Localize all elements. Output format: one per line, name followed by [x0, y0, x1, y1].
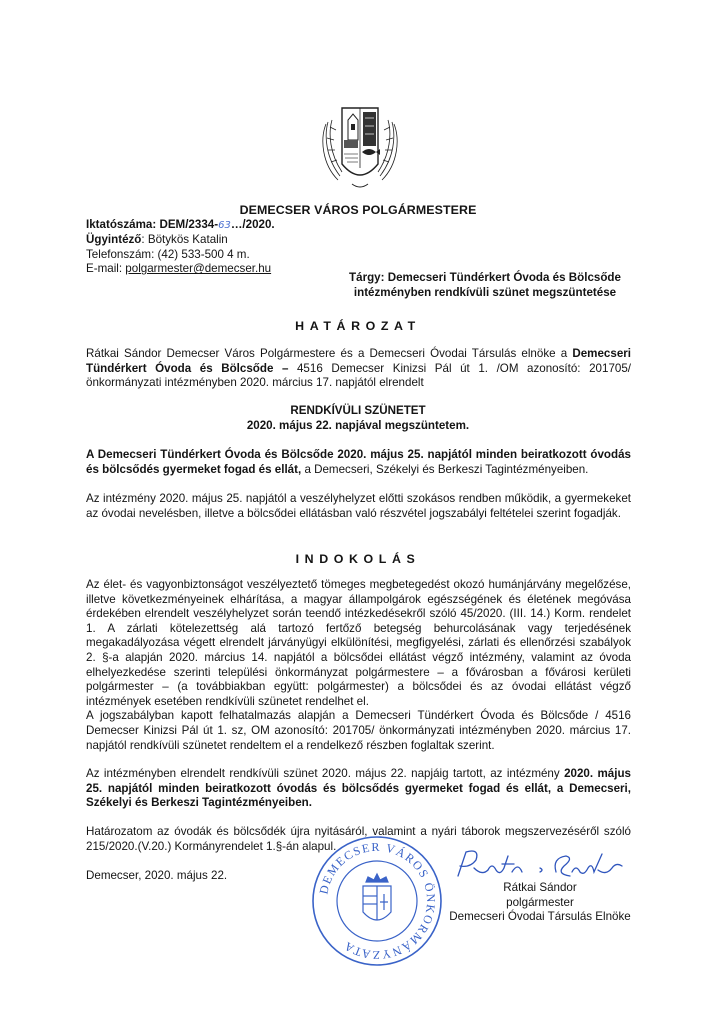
handwritten-signature — [452, 846, 632, 886]
registration-number: Iktatószáma: DEM/2334-63…/2020. — [86, 218, 275, 231]
signature-block — [440, 881, 640, 925]
subject-line-2: intézményben rendkívüli szünet megszüntetése — [353, 285, 617, 299]
reasoning-paragraph-2: A jogszabályban kapott felhatalmazás alapján a Demecseri Tündérkert Óvoda és Bölcsőde / 4516 Demecser Kinizsi Pál út 1. sz, OM azonosító: 201705/ önkormányzati intézményben 2020. március 17. napjától rendkívüli szünetet rendeltem el a rendelkező részben foglaltak szerint. — [86, 709, 631, 752]
case-officer: Ügyintéző: Bötykös Katalin — [86, 232, 228, 246]
coat-of-arms-icon — [318, 94, 402, 196]
stamp-text: DEMECSER VÁROS ÖNKORMÁNYZATA — [316, 839, 439, 963]
official-stamp — [308, 832, 446, 970]
document-meta — [86, 218, 446, 277]
email-link[interactable]: polgarmester@demecser.hu — [125, 262, 272, 276]
legal-basis-paragraph: Határozatom az óvodák és bölcsődék újra nyitásáról, valamint a nyári táborok megszervezéséről szóló 215/2020.(V.20.) Kormányrendelet 1.§-án alapul. — [86, 825, 631, 853]
reasoning-paragraph-1: Az élet- és vagyonbiztonságot veszélyeztető tömeges megbetegedést okozó humánjárvány megelőzése, illetve következményeinek elhárítása, a magyar állampolgárok egészségének és életének megóvása érdekében elrendelt veszélyhelyzet során teendő intézkedésekről szóló 45/2020. (III. 14.) Korm. rendelet 1. A zárlati kötelezettség alá tartozó fertőző betegség behurcolásának vagy terjedésének megakadályozása végett elrendelt járványügyi elkülönítési, megfigyelési, zárlati és ellenőrzési szabályok 2. §-a alapján 2020. március 14. napjától a bölcsődei ellátást végző intézmény, valamint az óvoda elhelyezkedése szerinti települési önkormányzat polgármestere – a fővárosban a fővárosi kerületi polgármester – (a továbbiakban együtt: polgármester) a bölcsődei és az óvodai ellátást végző intézmények esetében rendkívüli szünetet rendelhet el. A jogszabályban kapott felhatalmazás alapján a Demecseri Tündérkert Óvoda és Bölcsőde / 4516 Demecser Kinizsi Pál út 1. sz, OM azonosító: 201705/ önkormányzati intézményben 2020. március 17. napjától rendkívüli szünetet rendeltem el a rendelkező részben foglaltak szerint. — [86, 578, 631, 752]
decision-intro: Rátkai Sándor Demecser Város Polgármestere és a Demecseri Óvodai Társulás elnöke a Demecseri Tündérkert Óvoda és Bölcsőde – 4516 Demecser Kinizsi Pál út 1. /OM azonosító: 201705/ önkormányzati intézményben 2020. március 17. napjától elrendelt — [86, 347, 632, 390]
signer-organization: Demecseri Óvodai Társulás Elnöke — [449, 910, 631, 924]
phone-number: Telefonszám: (42) 533-500 4 m. — [86, 247, 250, 261]
signer-name: Rátkai Sándor — [503, 881, 577, 894]
break-title: RENDKÍVÜLI SZÜNETET 2020. május 22. napjával megszüntetem. — [246, 404, 470, 432]
email-line: E-mail: polgarmester@demecser.hu — [86, 262, 272, 276]
signer-title: polgármester — [506, 895, 574, 909]
reopen-paragraph: A Demecseri Tündérkert Óvoda és Bölcsőde 2020. május 25. napjától minden beiratkozott óvodás és bölcsődés gyermeket fogad és ellát, a Demecseri, Székelyi és Berkeszi Tagintézményeiben. — [86, 448, 631, 476]
decision-heading: HATÁROZAT — [295, 319, 421, 333]
reasoning-paragraph-3: Az intézményben elrendelt rendkívüli szünet 2020. május 22. napjáig tartott, az intézmény 2020. május 25. napjától minden beiratkozott óvodás és bölcsődés gyermeket fogad és ellát, a Demecseri, Székelyi és Berkeszi Tagintézményeiben. — [86, 767, 631, 810]
subject-block — [340, 271, 630, 300]
handwritten-number: 63 — [218, 220, 231, 231]
issue-date: Demecser, 2020. május 22. — [86, 869, 228, 882]
stamp-crest-icon — [363, 874, 391, 920]
issuer-title: DEMECSER VÁROS POLGÁRMESTERE — [239, 203, 477, 217]
operation-paragraph: Az intézmény 2020. május 25. napjától a veszélyhelyzet előtti szokásos rendben működik, a gyermekeket az óvodai nevelésben, illetve a bölcsődei ellátásban való részvétel jogszabályi feltételei szerint fogadják. — [86, 492, 631, 520]
subject-line-1: Tárgy: Demecseri Tündérkert Óvoda és Bölcsőde — [349, 271, 621, 284]
reasoning-heading: INDOKOLÁS — [295, 552, 421, 566]
